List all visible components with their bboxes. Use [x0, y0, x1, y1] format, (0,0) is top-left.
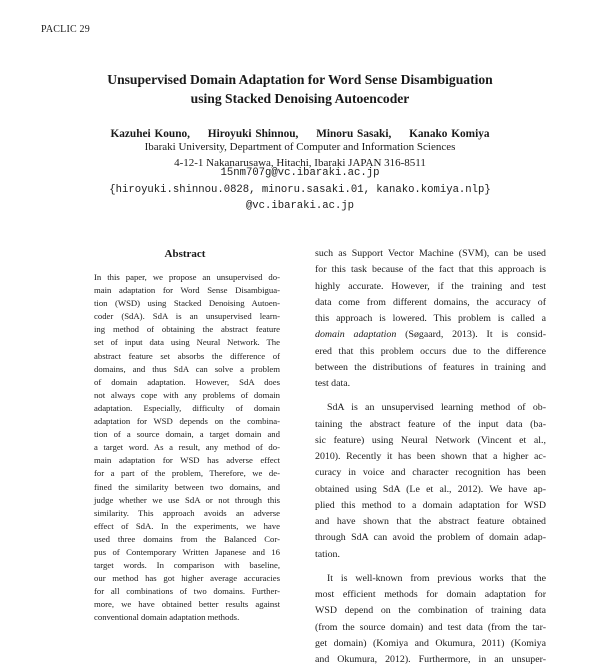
abstract-line: tion of a source domain, a target domain and — [94, 429, 280, 440]
abstract-line: of domain adaptation. However, SdA does — [94, 376, 280, 387]
body-line: domain adaptation (Søgaard, 2013). It is consid- — [315, 329, 546, 341]
abstract-line: effect of SdA. In the experiments, we have — [94, 520, 280, 531]
author-2: Hiroyuki Shinnou, — [207, 128, 299, 140]
body-line: plied this method to a domain adaptation for WSD — [315, 499, 546, 511]
body-line: sic feature) using Neural Network (Vincent et al., — [315, 434, 546, 446]
body-line: curacy in voice and character recognition has been — [315, 467, 546, 479]
abstract-line: domains, and thus SdA can solve a problem — [94, 363, 280, 374]
body-line: test data. — [315, 378, 351, 389]
abstract-line: ing method of obtaining the abstract feature — [94, 324, 280, 335]
abstract-line: main adaptation for Word Sense Disambigua- — [94, 285, 280, 296]
abstract-line: target words. In comparison with baseline, — [94, 560, 280, 571]
author-1: Kazuhei Kouno, — [110, 128, 190, 140]
body-line: tation. — [315, 548, 340, 560]
body-line: ered that this problem occurs due to the difference — [315, 345, 546, 357]
abstract-line: adaptation. Especially, difficulty of domain — [94, 402, 280, 413]
title-line-1: Unsupervised Domain Adaptation for Word Sense Disambiguation — [107, 72, 493, 87]
body-line: obtained using SdA (Le et al., 2012). We have ap- — [315, 483, 546, 495]
venue-header: PACLIC 29 — [41, 24, 90, 35]
abstract-line: abstract feature set absorbs the difference of — [94, 350, 280, 361]
abstract-body — [94, 271, 280, 625]
email-line-2: {hiroyuki.shinnou.0828, minoru.sasaki.01, kanako.komiya.nlp} — [109, 183, 491, 196]
body-line: this approach is lowered. This problem is called a — [315, 313, 546, 324]
body-line: get domain) (Komiya and Okumura, 2011) (Komiya — [315, 637, 546, 649]
abstract-line: tion (WSD) using Stacked Denoising Autoen- — [94, 298, 280, 309]
body-line: and have shown that the abstract feature obtained — [315, 516, 546, 527]
body-line: such as Support Vector Machine (SVM), can be used — [315, 248, 546, 259]
body-line: taining the abstract feature of the input data (ba- — [315, 418, 546, 430]
affiliation-line-1: Ibaraki University, Department of Computer and Information Sciences — [144, 141, 456, 153]
body-line: for this task because of the fact that this approach is — [315, 264, 546, 276]
abstract-line: coder (SdA). SdA is an unsupervised learn- — [94, 311, 280, 322]
abstract-line: fined the similarity between two domains, and — [94, 481, 280, 492]
body-column-right — [315, 246, 546, 668]
email-line-3: @vc.ibaraki.ac.jp — [245, 200, 355, 212]
abstract-line: similarity. This approach avoids an adverse — [94, 507, 280, 518]
body-line: (from the source domain) and test data (from the tar- — [315, 621, 546, 633]
abstract-heading: Abstract — [164, 248, 206, 260]
abstract-line: a target word. As a result, any method of do- — [94, 442, 280, 453]
abstract-line: for a part of the problem, Therefore, we de- — [94, 468, 280, 479]
abstract-line: pus of Contemporary Written Japanese and 16 — [94, 546, 280, 557]
abstract-line: for all combinations of two domains. Further- — [94, 586, 280, 597]
emphasis-term: domain adaptation — [315, 329, 397, 341]
abstract-line: conventional domain adaptation methods. — [94, 612, 240, 623]
abstract-line: used three domains from the Balanced Cor- — [94, 533, 280, 544]
abstract-line: set of input data using Neural Network. The — [94, 337, 280, 348]
abstract-line: not always cope with any problems of domain — [94, 389, 280, 400]
abstract-line: more, we have obtained better results against — [94, 599, 280, 610]
abstract-line: In this paper, we propose an unsupervised do- — [94, 272, 280, 282]
affiliation-line-2: 4-12-1 Nakanarusawa, Hitachi, Ibaraki JAPAN 316-8511 — [174, 156, 426, 169]
abstract-line: adaptation for WSD depends on the combina- — [94, 416, 280, 427]
body-line: data come from different domains, the accuracy of — [315, 296, 546, 308]
body-line: between the distributions of features in training and — [315, 361, 546, 373]
body-line: highly accurate. However, if the training and test — [315, 280, 546, 292]
title-line-2: using Stacked Denoising Autoencoder — [190, 91, 410, 106]
author-emails — [0, 165, 600, 215]
body-line: WSD depend on the combination of training data — [315, 605, 546, 617]
body-line: It is well-known from previous works that the — [327, 572, 546, 584]
body-line: most efficient methods for domain adaptation for — [315, 589, 546, 600]
author-3: Minoru Sasaki, — [316, 128, 392, 140]
paper-title — [0, 70, 600, 108]
email-line-1: 15nm707g@vc.ibaraki.ac.jp — [220, 167, 380, 179]
abstract-line: judge whether we use SdA or not through this — [94, 494, 280, 505]
body-line: SdA is an unsupervised learning method of ob- — [327, 402, 546, 414]
body-line: 2010). Recently it has been shown that a higher ac- — [315, 451, 546, 462]
abstract-line: our method has got higher average accuracies — [94, 573, 280, 584]
body-line: and Okumura, 2012). Furthermore, in an unsuper- — [315, 654, 546, 665]
author-4: Kanako Komiya — [409, 128, 490, 140]
abstract-line: main adaptation for WSD has adverse effect — [94, 455, 280, 466]
body-line: through SdA can avoid the problem of domain adap- — [315, 532, 546, 544]
